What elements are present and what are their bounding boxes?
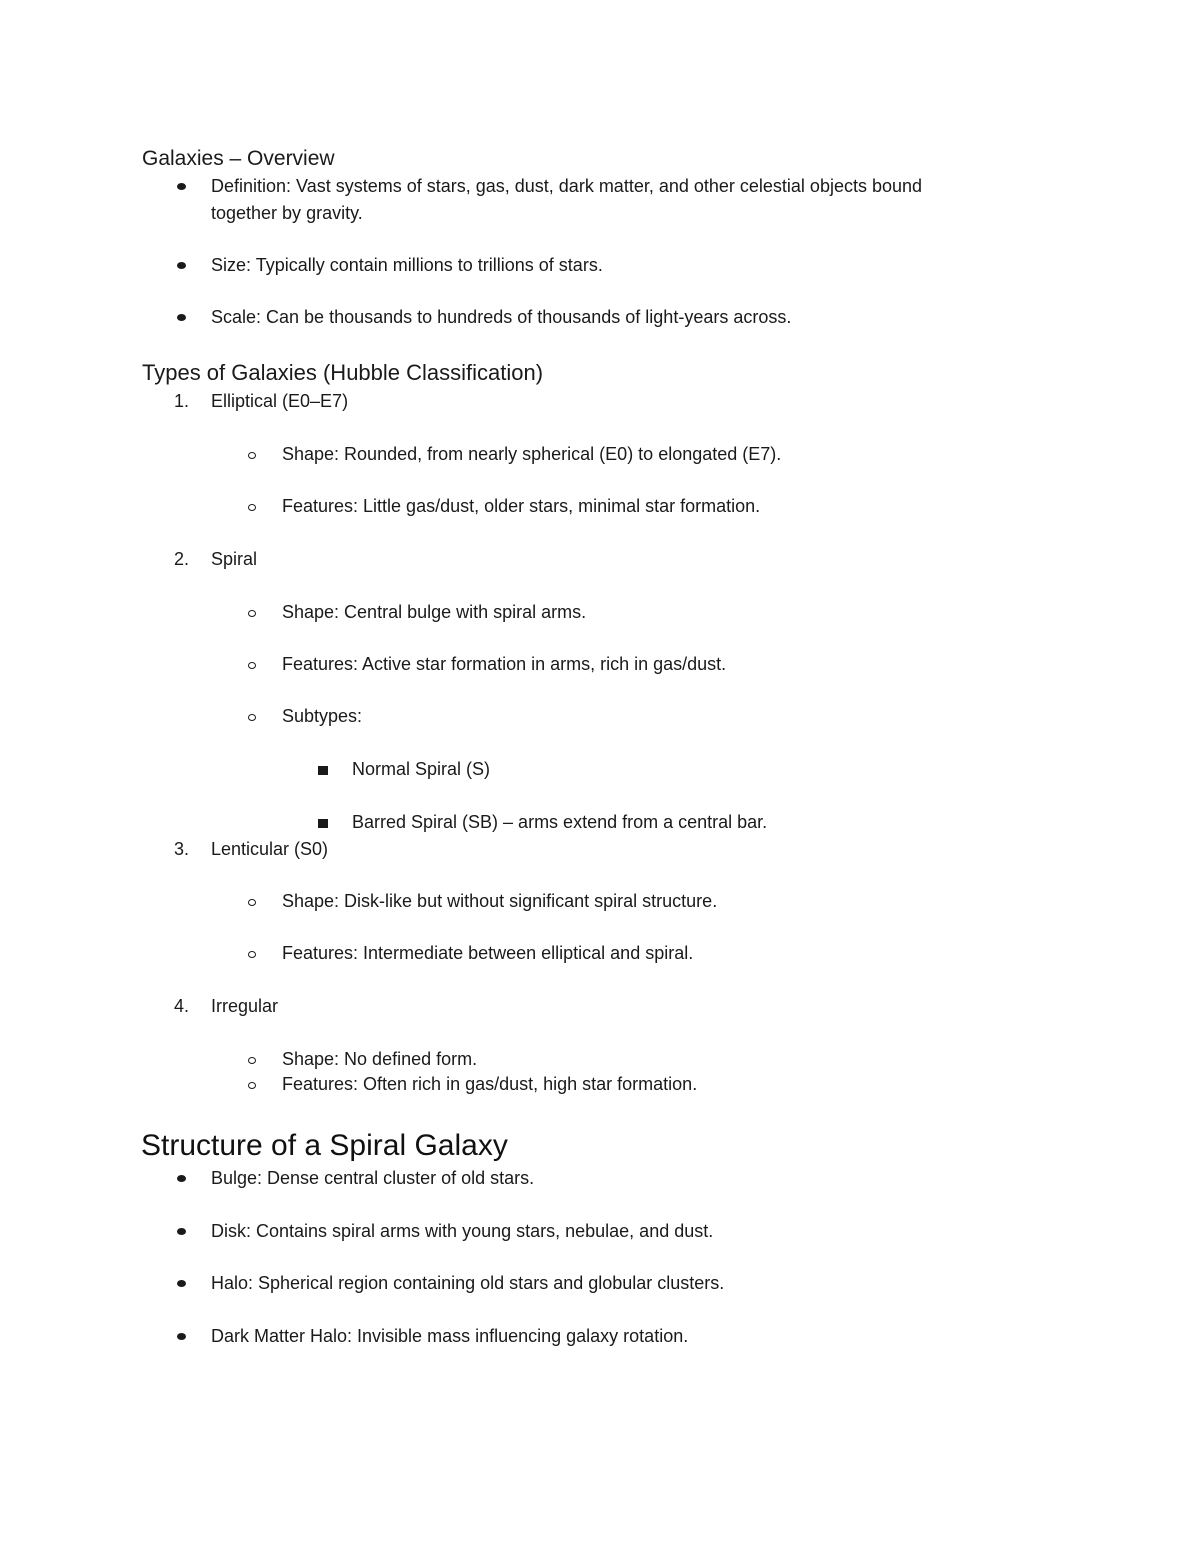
type-spiral: Spiral [211, 549, 258, 569]
circle-bullet-icon [248, 452, 256, 459]
structure-item-halo: Halo: Spherical region containing old stars and globular clusters. [211, 1273, 725, 1293]
overview-heading: Galaxies – Overview [142, 147, 335, 170]
irregular-shape: Shape: No defined form. [282, 1049, 478, 1069]
overview-item-definition-continued: together by gravity. [211, 203, 363, 223]
bullet-icon [177, 1280, 186, 1287]
spiral-features: Features: Active star formation in arms, rich in gas/dust. [282, 654, 727, 674]
spiral-subtypes-label: Subtypes: [282, 706, 363, 726]
square-bullet-icon [318, 819, 328, 828]
list-number: 2. [174, 549, 190, 569]
irregular-features: Features: Often rich in gas/dust, high star formation. [282, 1074, 698, 1094]
subtype-barred-spiral: Barred Spiral (SB) – arms extend from a central bar. [352, 812, 768, 832]
circle-bullet-icon [248, 1082, 256, 1089]
bullet-icon [177, 183, 186, 190]
structure-heading: Structure of a Spiral Galaxy [141, 1129, 508, 1162]
list-number: 1. [174, 391, 190, 411]
elliptical-shape: Shape: Rounded, from nearly spherical (E0) to elongated (E7). [282, 444, 782, 464]
overview-item-size: Size: Typically contain millions to trillions of stars. [211, 255, 603, 275]
elliptical-features: Features: Little gas/dust, older stars, minimal star formation. [282, 496, 761, 516]
circle-bullet-icon [248, 1057, 256, 1064]
square-bullet-icon [318, 766, 328, 775]
types-heading: Types of Galaxies (Hubble Classification) [142, 360, 544, 385]
bullet-icon [177, 1175, 186, 1182]
structure-item-dark-matter-halo: Dark Matter Halo: Invisible mass influencing galaxy rotation. [211, 1326, 689, 1346]
type-lenticular: Lenticular (S0) [211, 839, 329, 859]
spiral-shape: Shape: Central bulge with spiral arms. [282, 602, 587, 622]
circle-bullet-icon [248, 504, 256, 511]
bullet-icon [177, 1228, 186, 1235]
type-elliptical: Elliptical (E0–E7) [211, 391, 349, 411]
circle-bullet-icon [248, 610, 256, 617]
circle-bullet-icon [248, 951, 256, 958]
list-number: 3. [174, 839, 190, 859]
overview-item-definition: Definition: Vast systems of stars, gas, dust, dark matter, and other celestial objects bound [211, 176, 923, 196]
lenticular-features: Features: Intermediate between elliptical and spiral. [282, 943, 694, 963]
circle-bullet-icon [248, 662, 256, 669]
bullet-icon [177, 1333, 186, 1340]
lenticular-shape: Shape: Disk-like but without significant spiral structure. [282, 891, 718, 911]
overview-item-scale: Scale: Can be thousands to hundreds of thousands of light-years across. [211, 307, 792, 327]
structure-item-disk: Disk: Contains spiral arms with young stars, nebulae, and dust. [211, 1221, 714, 1241]
list-number: 4. [174, 996, 190, 1016]
structure-item-bulge: Bulge: Dense central cluster of old stars. [211, 1168, 535, 1188]
subtype-normal-spiral: Normal Spiral (S) [352, 759, 491, 779]
type-irregular: Irregular [211, 996, 279, 1016]
bullet-icon [177, 262, 186, 269]
circle-bullet-icon [248, 714, 256, 721]
circle-bullet-icon [248, 899, 256, 906]
bullet-icon [177, 314, 186, 321]
